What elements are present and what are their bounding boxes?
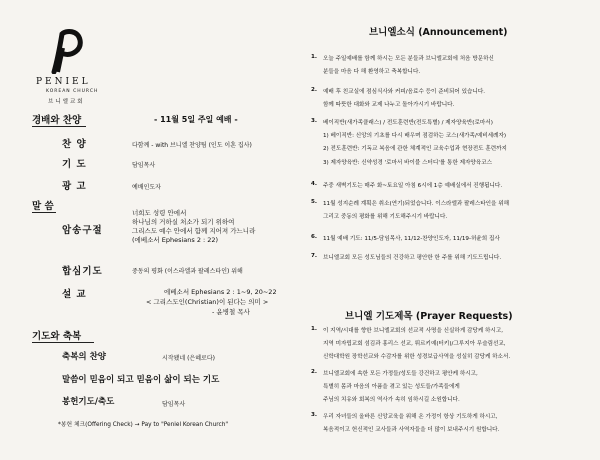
announcement-line: 브니엘교회 모든 성도님들의 건강하고 평안한 한 주를 위해 기도드립니다. [323, 255, 502, 261]
prayer-request-line: 브니엘교회에 속한 모든 가정들/성도들 강건하고 평안케 하시고, [323, 371, 478, 377]
sermon-title: < 그리스도인(Christian)이 된다는 의미 > [146, 298, 269, 306]
blessing-heading: 기도와 축복 [32, 331, 82, 342]
word-faith-prayer: 말씀이 믿음이 되고 믿음이 삶이 되는 기도 [62, 375, 220, 385]
announcement-line: 함께 따뜻한 대화와 교제 나누고 돌아가시기 바랍니다. [323, 102, 455, 109]
announcement-number: 6. [311, 234, 318, 240]
memory-verse-reference: (에베소서 Ephesians 2 : 22) [132, 236, 219, 244]
worship-underline [32, 126, 86, 127]
peniel-logo-icon [48, 28, 84, 74]
announcement-line: 11월 성지순례 계획은 취소(연기)되었습니다. 이스라엘과 팔레스타인을 위해 [323, 201, 510, 207]
announcement-line: 예배 후 친교실에 점심식사와 커피/음료수 등이 준비되어 있습니다. [323, 89, 486, 95]
announcement-line: 3) 제자양육반: 신약성경 '로마서 바이블 스터디'를 통한 제자양육코스 [323, 159, 493, 166]
prayer-request-line: 복음적이고 헌신적인 교사들과 사역자들을 더 많이 보내주시기 원합니다. [323, 427, 500, 434]
announcement-line: 분들을 마음 다 해 환영하고 축복합니다. [323, 69, 421, 76]
announcement-line: 1) 베이직반: 신앙의 기초를 다시 배우며 점검하는 코스(새가족/예비세례자) [323, 133, 507, 140]
sermon-label: 설 교 [62, 289, 87, 300]
prayer-request-number: 2. [311, 369, 318, 375]
memory-verse-label: 암송구절 [62, 225, 103, 236]
announcement-line: 2) 전도훈련반: 기독교 복음에 관한 체계적인 교육수업과 현장전도 훈련까지 [323, 146, 507, 153]
prayer-request-line: 이 지역/시대를 향한 브니엘교회의 선교적 사명을 신실하게 감당케 하시고, [323, 328, 503, 334]
offering-check-note: *봉헌 체크(Offering Check) → Pay to "Peniel Korean Church" [58, 422, 229, 428]
offering-benediction-value: 담임목사 [162, 401, 186, 408]
blessing-hymn-value: 시작됐네 (은혜로다) [162, 355, 215, 362]
announcement-line: 오늘 주일예배를 함께 하시는 모든 분들과 브니엘교회에 처음 방문하신 [323, 56, 494, 62]
announcement-number: 7. [311, 253, 318, 259]
service-title: - 11월 5일 주일 예배 - [154, 115, 238, 124]
service-value-announce: 예배인도자 [132, 184, 161, 191]
announcement-number: 1. [311, 54, 318, 60]
service-label-prayer: 기 도 [62, 159, 87, 170]
prayer-request-line: 지역 미자립교회 섬김과 홍리스 선교, 튀르키예(터키)/그루지아 무슬림선교, [323, 341, 506, 348]
memory-verse-line: 그리스도 예수 안에서 함께 지어져 가느니라 [132, 227, 256, 235]
announcement-line: 주중 새벽기도는 매주 화~토요일 아침 6시에 1층 예배실에서 진행됩니다. [323, 183, 503, 189]
brand-korean: 브니엘교회 [48, 99, 85, 105]
announcement-title: 브니엘소식 (Announcement) [369, 27, 508, 38]
service-value-prayer: 담임목사 [132, 162, 156, 169]
brand-name: PENIEL [36, 77, 91, 87]
service-label-announce: 광 고 [62, 181, 87, 192]
word-underline [32, 212, 56, 213]
prayer-request-line: 우리 자녀들의 올바른 신앙교육을 위해 온 가정이 항상 기도하게 하시고, [323, 414, 498, 420]
unison-prayer-label: 합심기도 [62, 266, 103, 277]
word-heading: 말 씀 [32, 201, 54, 212]
blessing-underline [32, 342, 94, 343]
prayer-request-line: 특별히 몸과 마음의 아픔을 겪고 있는 성도들/가족들에게 [323, 384, 460, 391]
announcement-line: 베이직반(새가족클래스) / 전도훈련반(전도특별) / 제자양육반(로마서) [323, 120, 493, 126]
prayer-request-number: 3. [311, 412, 318, 418]
sermon-scripture: 에베소서 Ephesians 2 : 1~9, 20~22 [164, 288, 277, 296]
memory-verse-line: 하나님의 거하실 처소가 되기 위하여 [132, 218, 235, 226]
announcement-line: 그리고 중동의 평화를 위해 기도해주시기 바랍니다. [323, 214, 448, 221]
announcement-line: 11월 예배 기도: 11/5-담임목사, 11/12-찬양인도자, 11/19-허윤희 집사 [323, 236, 500, 242]
prayer-request-line: 신학대학원 장학선교와 수감자를 위한 성경보급사역을 성실히 감당케 하소서. [323, 354, 511, 361]
announcement-number: 2. [311, 87, 318, 93]
prayer-request-number: 1. [311, 326, 318, 332]
prayer-request-line: 주님의 치유와 회복의 역사가 속히 임하시길 소원합니다. [323, 397, 460, 404]
announcement-number: 3. [311, 118, 318, 124]
sermon-preacher: - 윤병철 목사 [212, 308, 250, 316]
prayer-requests-title: 브니엘 기도제목 (Prayer Requests) [345, 311, 513, 322]
brand-subtitle: KOREAN CHURCH [46, 89, 99, 94]
blessing-hymn-label: 축복의 찬양 [62, 352, 107, 362]
service-value-praise: 다함께 - with 브니엘 찬양팀 (인도 이혼 집사) [132, 142, 252, 149]
unison-prayer-value: 중동의 평화 (이스라엘과 팔레스타인) 위해 [132, 268, 243, 275]
offering-benediction-label: 봉헌기도/축도 [62, 397, 115, 407]
worship-heading: 경배와 찬양 [32, 115, 82, 126]
memory-verse-line: 너희도 성령 안에서 [132, 209, 187, 217]
service-label-praise: 찬 양 [62, 139, 87, 150]
announcement-number: 5. [311, 199, 318, 205]
announcement-number: 4. [311, 181, 318, 187]
